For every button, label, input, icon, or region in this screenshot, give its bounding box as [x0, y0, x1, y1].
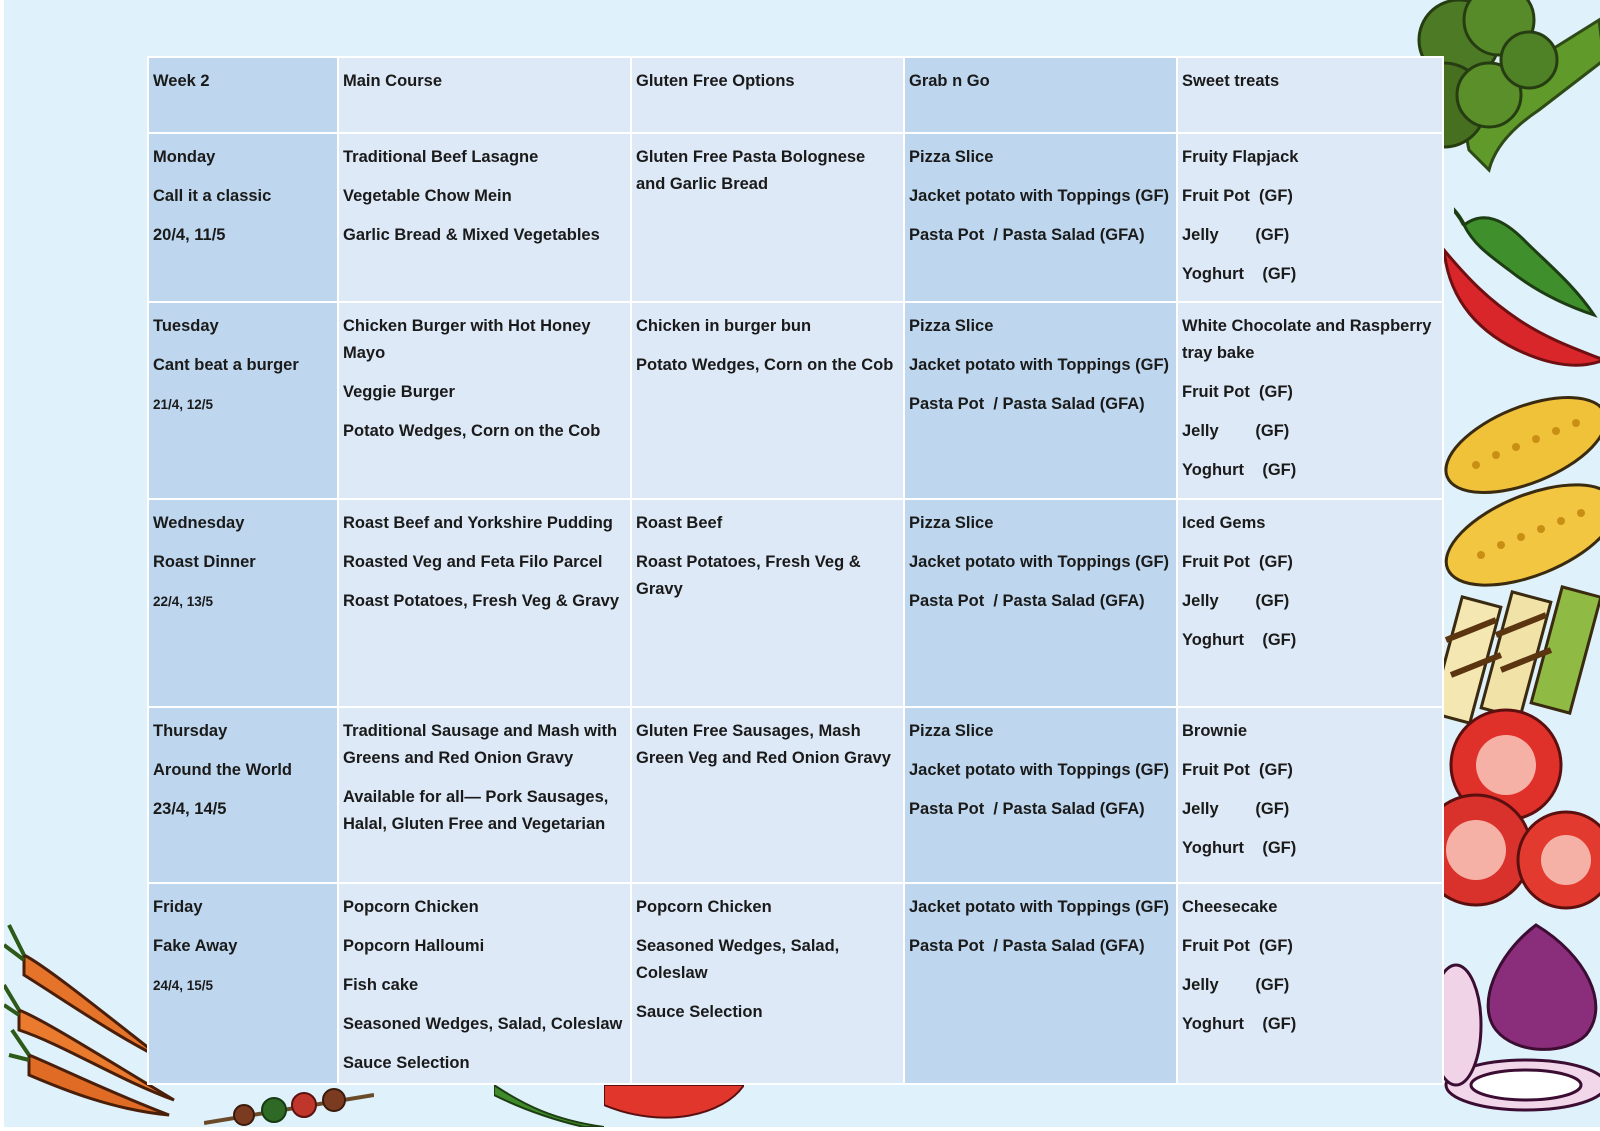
menu-item: Jelly (GF) — [1182, 226, 1290, 244]
menu-item: Jacket potato with Toppings (GF) — [909, 187, 1170, 205]
day-theme: Around the World — [153, 761, 293, 779]
kebab-illustration — [204, 1085, 374, 1127]
day-theme: Fake Away — [153, 937, 238, 955]
menu-item: Chicken in burger bun — [636, 317, 812, 335]
menu-item: Sauce Selection — [343, 1054, 470, 1072]
day-name: Wednesday — [153, 514, 245, 532]
menu-item: Potato Wedges, Corn on the Cob — [343, 422, 601, 440]
day-cell — [148, 499, 338, 707]
grab-n-go-cell — [904, 707, 1177, 883]
day-name: Friday — [153, 898, 203, 916]
day-dates: 21/4, 12/5 — [153, 397, 214, 412]
day-dates: 23/4, 14/5 — [153, 800, 227, 818]
menu-item: Veggie Burger — [343, 383, 455, 401]
gluten-free-cell — [631, 883, 904, 1084]
day-dates: 22/4, 13/5 — [153, 594, 214, 609]
day-theme: Roast Dinner — [153, 553, 256, 571]
menu-item: Cheesecake — [1182, 898, 1278, 916]
gluten-free-cell — [631, 133, 904, 302]
day-name: Tuesday — [153, 317, 219, 335]
grab-n-go-cell — [904, 499, 1177, 707]
menu-item: Traditional Sausage and Mash with Greens and Red Onion Gravy — [343, 722, 618, 767]
gluten-free-cell — [631, 302, 904, 499]
menu-item: Fruit Pot (GF) — [1182, 553, 1293, 571]
sweet-treats-cell — [1177, 707, 1443, 883]
tomato-illustration — [1436, 705, 1600, 925]
header-sweet-treats: Sweet treats — [1177, 57, 1443, 133]
menu-item: Fruit Pot (GF) — [1182, 187, 1293, 205]
green-beans-illustration — [494, 1085, 604, 1127]
menu-item: Seasoned Wedges, Salad, Coleslaw — [636, 937, 840, 982]
menu-item: Yoghurt (GF) — [1182, 631, 1297, 649]
main-course-cell — [338, 883, 631, 1084]
menu-item: Potato Wedges, Corn on the Cob — [636, 356, 894, 374]
menu-item: Iced Gems — [1182, 514, 1266, 532]
gluten-free-cell — [631, 499, 904, 707]
menu-item: Popcorn Chicken — [343, 898, 479, 916]
menu-item: Fruit Pot (GF) — [1182, 937, 1293, 955]
menu-item: Pasta Pot / Pasta Salad (GFA) — [909, 937, 1145, 955]
menu-page-background — [4, 0, 1600, 1127]
menu-item: Fruity Flapjack — [1182, 148, 1299, 166]
table-row — [148, 133, 1443, 302]
menu-item: Jelly (GF) — [1182, 422, 1290, 440]
menu-item: Pasta Pot / Pasta Salad (GFA) — [909, 800, 1145, 818]
table-row — [148, 302, 1443, 499]
header-week: Week 2 — [148, 57, 338, 133]
menu-item: Yoghurt (GF) — [1182, 1015, 1297, 1033]
menu-item: Jelly (GF) — [1182, 976, 1290, 994]
menu-item: Roast Potatoes, Fresh Veg & Gravy — [343, 592, 620, 610]
menu-item: Pizza Slice — [909, 514, 994, 532]
table-row — [148, 707, 1443, 883]
menu-item: Seasoned Wedges, Salad, Coleslaw — [343, 1015, 623, 1033]
main-course-cell — [338, 133, 631, 302]
menu-item: Jacket potato with Toppings (GF) — [909, 553, 1170, 571]
menu-item: Chicken Burger with Hot Honey Mayo — [343, 317, 591, 362]
table-row — [148, 883, 1443, 1084]
sweet-treats-cell — [1177, 302, 1443, 499]
day-theme: Call it a classic — [153, 187, 272, 205]
menu-item: Roasted Veg and Feta Filo Parcel — [343, 553, 603, 571]
menu-item: Fish cake — [343, 976, 419, 994]
menu-item: Jacket potato with Toppings (GF) — [909, 356, 1170, 374]
menu-item: Fruit Pot (GF) — [1182, 383, 1293, 401]
weekly-menu-table — [147, 56, 1444, 1085]
menu-item: Gluten Free Sausages, Mash Green Veg and Red Onion Gravy — [636, 722, 891, 767]
menu-item: Jelly (GF) — [1182, 800, 1290, 818]
menu-item: Yoghurt (GF) — [1182, 265, 1297, 283]
sweet-treats-cell — [1177, 499, 1443, 707]
day-theme: Cant beat a burger — [153, 356, 299, 374]
menu-item: White Chocolate and Raspberry tray bake — [1182, 317, 1432, 362]
table-row — [148, 499, 1443, 707]
menu-item: Popcorn Chicken — [636, 898, 772, 916]
red-onion-illustration — [1436, 915, 1600, 1115]
menu-item: Vegetable Chow Mein — [343, 187, 512, 205]
day-cell — [148, 133, 338, 302]
menu-item: Fruit Pot (GF) — [1182, 761, 1293, 779]
red-pepper-illustration — [604, 1085, 744, 1127]
grab-n-go-cell — [904, 133, 1177, 302]
menu-item: Yoghurt (GF) — [1182, 461, 1297, 479]
red-chili-illustration — [1439, 240, 1600, 380]
menu-item: Pasta Pot / Pasta Salad (GFA) — [909, 395, 1145, 413]
menu-item: Yoghurt (GF) — [1182, 839, 1297, 857]
menu-item: Traditional Beef Lasagne — [343, 148, 539, 166]
grab-n-go-cell — [904, 302, 1177, 499]
day-cell — [148, 883, 338, 1084]
day-dates: 24/4, 15/5 — [153, 978, 214, 993]
menu-item: Pasta Pot / Pasta Salad (GFA) — [909, 226, 1145, 244]
grab-n-go-cell — [904, 883, 1177, 1084]
menu-item: Garlic Bread & Mixed Vegetables — [343, 226, 600, 244]
table-header-row — [148, 57, 1443, 133]
menu-item: Roast Potatoes, Fresh Veg & Gravy — [636, 553, 861, 598]
corn-illustration — [1436, 385, 1600, 595]
menu-item: Jacket potato with Toppings (GF) — [909, 761, 1170, 779]
header-main-course: Main Course — [338, 57, 631, 133]
menu-item: Gluten Free Pasta Bolognese and Garlic Bread — [636, 148, 866, 193]
menu-item: Available for all— Pork Sausages, Halal, Gluten Free and Vegetarian — [343, 788, 609, 833]
menu-item: Pasta Pot / Pasta Salad (GFA) — [909, 592, 1145, 610]
sweet-treats-cell — [1177, 883, 1443, 1084]
header-grab-n-go: Grab n Go — [904, 57, 1177, 133]
menu-item: Brownie — [1182, 722, 1248, 740]
menu-item: Pizza Slice — [909, 148, 994, 166]
sweet-treats-cell — [1177, 133, 1443, 302]
day-cell — [148, 707, 338, 883]
day-name: Monday — [153, 148, 216, 166]
day-name: Thursday — [153, 722, 228, 740]
menu-item: Jacket potato with Toppings (GF) — [909, 898, 1170, 916]
menu-item: Roast Beef and Yorkshire Pudding — [343, 514, 613, 532]
menu-item: Sauce Selection — [636, 1003, 763, 1021]
menu-item: Roast Beef — [636, 514, 723, 532]
menu-item: Pizza Slice — [909, 722, 994, 740]
day-cell — [148, 302, 338, 499]
menu-item: Pizza Slice — [909, 317, 994, 335]
day-dates: 20/4, 11/5 — [153, 226, 226, 244]
menu-item: Jelly (GF) — [1182, 592, 1290, 610]
main-course-cell — [338, 302, 631, 499]
menu-item: Popcorn Halloumi — [343, 937, 485, 955]
gluten-free-cell — [631, 707, 904, 883]
header-gluten-free: Gluten Free Options — [631, 57, 904, 133]
main-course-cell — [338, 707, 631, 883]
main-course-cell — [338, 499, 631, 707]
